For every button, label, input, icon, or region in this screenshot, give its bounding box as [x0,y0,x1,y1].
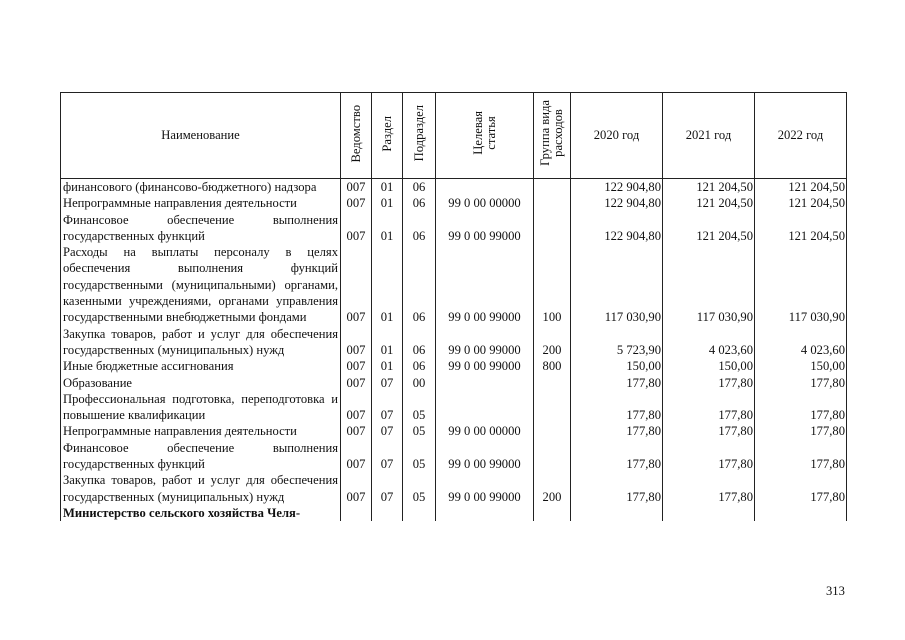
header-year-2022: 2022 год [755,93,847,179]
budget-table [60,92,847,521]
cell-razdel: 07 [372,391,403,424]
cell-name: Профессиональная подготовка, переподготовка и повышение квалификации [61,391,341,424]
cell-2020: 117 030,90 [571,244,663,325]
cell-podrazdel: 00 [403,375,436,391]
cell-gruppa [534,179,571,196]
cell-2022: 117 030,90 [755,244,847,325]
cell-razdel: 01 [372,179,403,196]
cell-gruppa [534,423,571,439]
cell-razdel [372,505,403,521]
header-celevaya-statya [436,93,534,179]
cell-name: Закупка товаров, работ и услуг для обеспечения государственных (муниципальных) нужд [61,472,341,505]
cell-gruppa [534,391,571,424]
cell-2022: 121 204,50 [755,179,847,196]
cell-2021: 121 204,50 [663,195,755,211]
cell-name: Образование [61,375,341,391]
cell-vedomstvo: 007 [341,195,372,211]
cell-gruppa [534,505,571,521]
cell-celevaya-statya [436,179,534,196]
cell-2022: 121 204,50 [755,212,847,245]
cell-2020: 177,80 [571,423,663,439]
cell-gruppa [534,212,571,245]
cell-podrazdel: 05 [403,440,436,473]
cell-vedomstvo: 007 [341,244,372,325]
cell-2020: 5 723,90 [571,326,663,359]
header-vedomstvo-label: Ведомство [348,104,363,163]
cell-2022: 177,80 [755,423,847,439]
cell-2022: 177,80 [755,375,847,391]
cell-gruppa [534,440,571,473]
cell-2022 [755,505,847,521]
cell-2020 [571,505,663,521]
cell-razdel: 07 [372,423,403,439]
cell-podrazdel: 06 [403,244,436,325]
cell-gruppa: 100 [534,244,571,325]
cell-razdel: 01 [372,244,403,325]
cell-2021: 121 204,50 [663,212,755,245]
cell-razdel: 01 [372,195,403,211]
cell-2021: 177,80 [663,440,755,473]
table-row [61,375,847,391]
cell-name: Финансовое обеспечение выполнения государственных функций [61,212,341,245]
cell-name: Министерство сельского хозяйства Челя- [61,505,341,521]
table-row [61,212,847,245]
table-row [61,358,847,374]
cell-vedomstvo: 007 [341,179,372,196]
cell-podrazdel: 05 [403,391,436,424]
cell-razdel: 07 [372,472,403,505]
cell-2022: 150,00 [755,358,847,374]
table-row [61,472,847,505]
cell-vedomstvo: 007 [341,358,372,374]
cell-vedomstvo: 007 [341,423,372,439]
table-row [61,326,847,359]
table-row [61,505,847,521]
table-body [61,179,847,522]
cell-razdel: 07 [372,440,403,473]
cell-razdel: 01 [372,358,403,374]
cell-podrazdel: 05 [403,423,436,439]
cell-2021 [663,505,755,521]
cell-podrazdel: 06 [403,326,436,359]
cell-2021: 117 030,90 [663,244,755,325]
table-row [61,244,847,325]
header-year-2021: 2021 год [663,93,755,179]
cell-2020: 177,80 [571,440,663,473]
cell-2020: 122 904,80 [571,179,663,196]
cell-celevaya-statya: 99 0 00 99000 [436,326,534,359]
cell-vedomstvo: 007 [341,472,372,505]
header-name: Наименование [61,93,341,179]
cell-2021: 150,00 [663,358,755,374]
cell-2021: 121 204,50 [663,179,755,196]
cell-2022: 177,80 [755,391,847,424]
header-gruppa-vida-rashodov [534,93,571,179]
table-row [61,440,847,473]
table-row [61,195,847,211]
cell-podrazdel: 06 [403,212,436,245]
cell-2020: 150,00 [571,358,663,374]
table-header-row [61,93,847,179]
header-podrazdel [403,93,436,179]
cell-celevaya-statya: 99 0 00 00000 [436,423,534,439]
cell-celevaya-statya: 99 0 00 99000 [436,440,534,473]
table-row [61,391,847,424]
header-celevaya-label: Целевая статья [470,111,498,156]
cell-2020: 177,80 [571,391,663,424]
cell-2021: 177,80 [663,391,755,424]
cell-2022: 177,80 [755,472,847,505]
cell-name: Финансовое обеспечение выполнения государственных функций [61,440,341,473]
cell-razdel: 01 [372,326,403,359]
cell-vedomstvo: 007 [341,375,372,391]
cell-celevaya-statya: 99 0 00 99000 [436,212,534,245]
cell-2020: 122 904,80 [571,195,663,211]
cell-name: Непрограммные направления деятельности [61,423,341,439]
cell-name: финансового (финансово-бюджетного) надзора [61,179,341,196]
cell-vedomstvo: 007 [341,440,372,473]
cell-podrazdel: 06 [403,179,436,196]
header-vedomstvo [341,93,372,179]
cell-celevaya-statya: 99 0 00 99000 [436,358,534,374]
cell-2021: 177,80 [663,375,755,391]
cell-vedomstvo: 007 [341,391,372,424]
cell-razdel: 07 [372,375,403,391]
cell-2021: 4 023,60 [663,326,755,359]
cell-celevaya-statya [436,375,534,391]
cell-vedomstvo [341,505,372,521]
header-razdel-label: Раздел [379,115,394,152]
cell-2020: 177,80 [571,375,663,391]
cell-name: Закупка товаров, работ и услуг для обеспечения государственных (муниципальных) нужд [61,326,341,359]
cell-vedomstvo: 007 [341,326,372,359]
cell-gruppa: 800 [534,358,571,374]
cell-podrazdel: 06 [403,358,436,374]
cell-2022: 177,80 [755,440,847,473]
cell-celevaya-statya: 99 0 00 00000 [436,195,534,211]
header-year-2020: 2020 год [571,93,663,179]
cell-celevaya-statya: 99 0 00 99000 [436,472,534,505]
cell-razdel: 01 [372,212,403,245]
table-row [61,423,847,439]
cell-podrazdel: 05 [403,472,436,505]
cell-2022: 4 023,60 [755,326,847,359]
cell-celevaya-statya: 99 0 00 99000 [436,244,534,325]
cell-gruppa: 200 [534,472,571,505]
cell-2022: 121 204,50 [755,195,847,211]
cell-2021: 177,80 [663,472,755,505]
cell-2020: 122 904,80 [571,212,663,245]
cell-gruppa: 200 [534,326,571,359]
table-row [61,179,847,196]
cell-celevaya-statya [436,505,534,521]
cell-name: Расходы на выплаты персоналу в целях обеспечения выполнения функций государственными (муниципальными) органами, казенными учреждениями, органами управления государственными внебюджетными фондами [61,244,341,325]
header-razdel [372,93,403,179]
header-podrazdel-label: Подраздел [411,105,426,162]
cell-celevaya-statya [436,391,534,424]
cell-name: Иные бюджетные ассигнования [61,358,341,374]
cell-2021: 177,80 [663,423,755,439]
cell-2020: 177,80 [571,472,663,505]
cell-name: Непрограммные направления деятельности [61,195,341,211]
cell-podrazdel [403,505,436,521]
cell-podrazdel: 06 [403,195,436,211]
cell-vedomstvo: 007 [341,212,372,245]
page-number: 313 [826,584,845,598]
cell-gruppa [534,195,571,211]
header-gruppa-label: Группа вида расходов [538,100,565,167]
cell-gruppa [534,375,571,391]
